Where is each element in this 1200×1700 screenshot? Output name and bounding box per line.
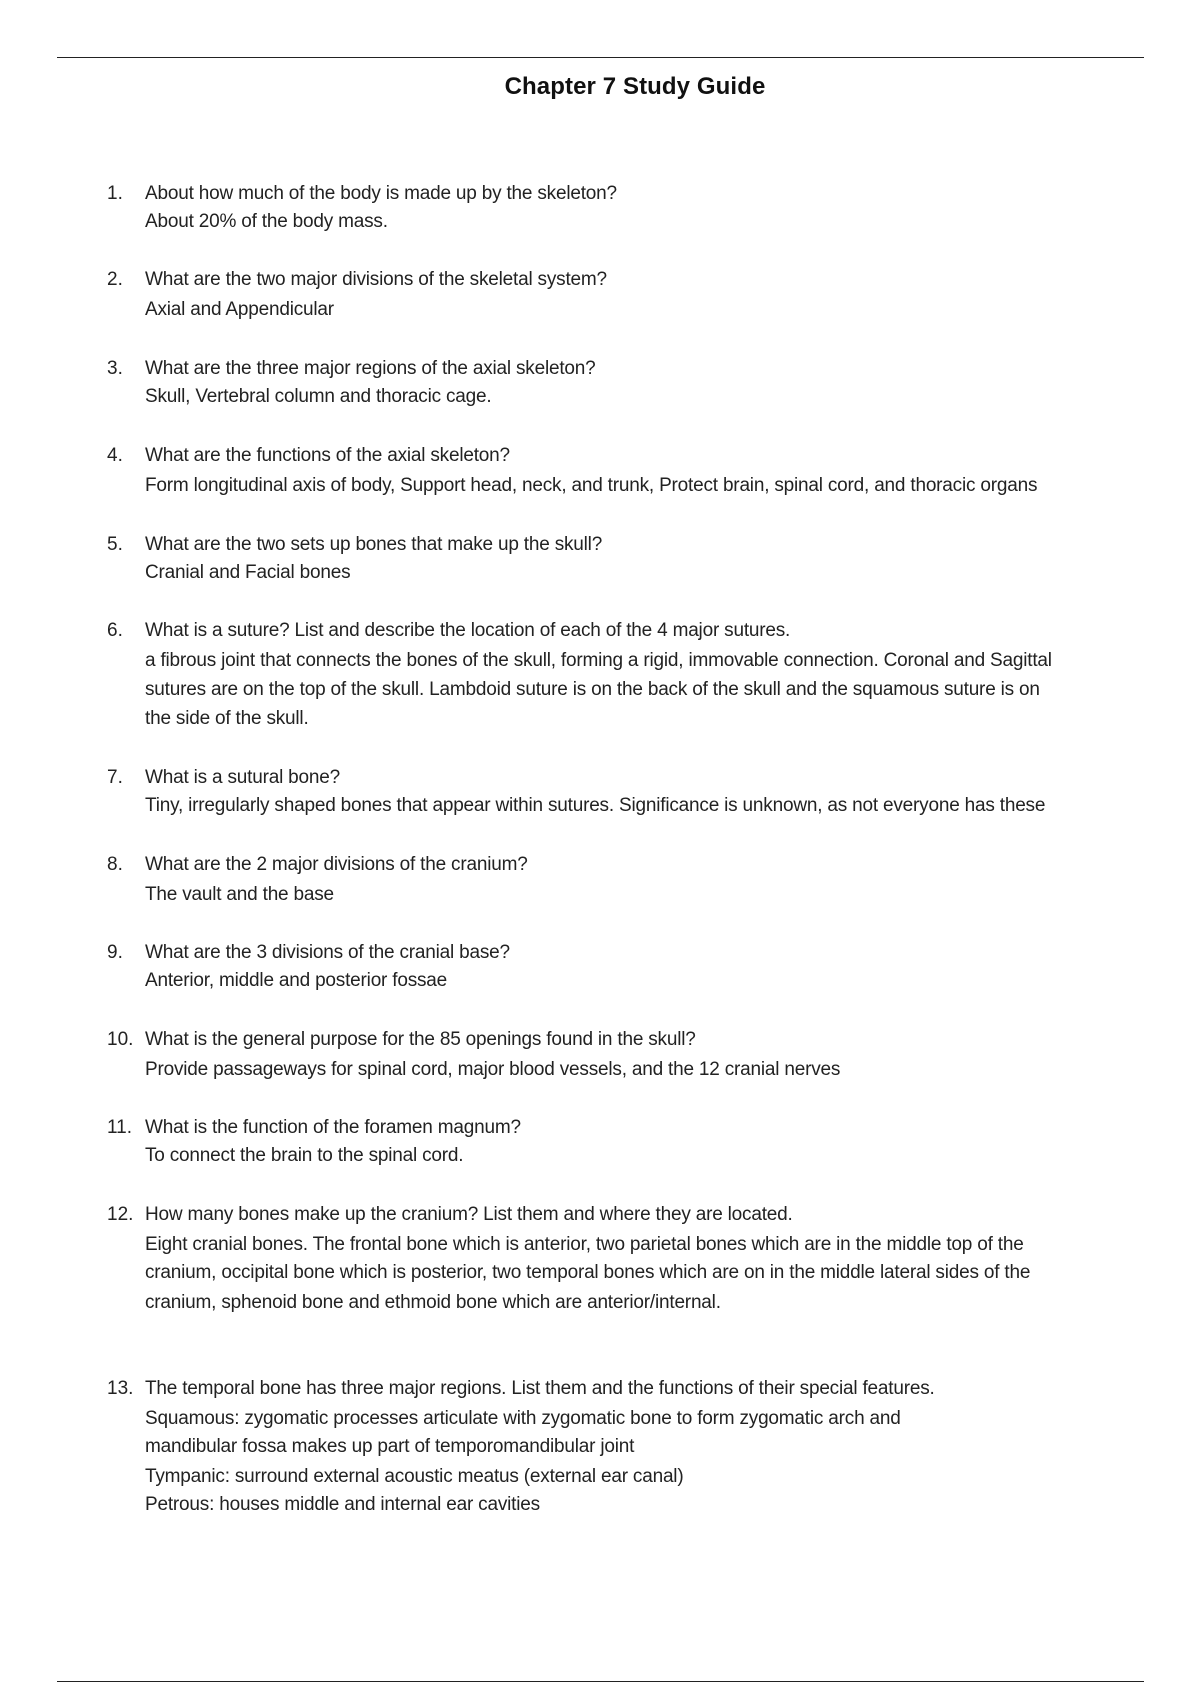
answer-line: Axial and Appendicular (145, 299, 334, 320)
question-text: How many bones make up the cranium? List them and where they are located. (145, 1204, 793, 1225)
answer-line: mandibular fossa makes up part of temporomandibular joint (145, 1436, 635, 1457)
question-number: 7. (107, 767, 123, 788)
page-title: Chapter 7 Study Guide (504, 73, 766, 100)
question-number: 3. (107, 358, 123, 379)
answer-line: Eight cranial bones. The frontal bone which is anterior, two parietal bones which are in the middle top of the (145, 1234, 1024, 1255)
question-number: 4. (107, 445, 123, 466)
answer-line: a fibrous joint that connects the bones of the skull, forming a rigid, immovable connection. Coronal and Sagittal (145, 650, 1052, 671)
question-number: 1. (107, 183, 123, 204)
answer-line: Form longitudinal axis of body, Support head, neck, and trunk, Protect brain, spinal cord, and thoracic organs (145, 475, 1038, 496)
question-text: What are the three major regions of the axial skeleton? (145, 358, 596, 379)
answer-line: Petrous: houses middle and internal ear cavities (145, 1494, 540, 1515)
answer-line: Anterior, middle and posterior fossae (145, 970, 448, 991)
answer-line: Cranial and Facial bones (145, 562, 351, 583)
answer-line: cranium, sphenoid bone and ethmoid bone which are anterior/internal. (145, 1292, 721, 1313)
question-text: The temporal bone has three major regions. List them and the functions of their special features. (145, 1378, 935, 1399)
question-number: 10. (107, 1029, 134, 1050)
bottom-rule (57, 1681, 1144, 1682)
question-text: What are the two sets up bones that make up the skull? (145, 534, 603, 555)
question-text: What is the function of the foramen magnum? (145, 1117, 521, 1138)
answer-line: Skull, Vertebral column and thoracic cage. (145, 386, 492, 407)
question-text: What is a sutural bone? (145, 767, 341, 788)
answer-line: cranium, occipital bone which is posterior, two temporal bones which are on in the middle lateral sides of the (145, 1262, 1031, 1283)
question-number: 2. (107, 269, 123, 290)
answer-line: About 20% of the body mass. (145, 211, 388, 232)
question-text: What is the general purpose for the 85 openings found in the skull? (145, 1029, 696, 1050)
answer-line: Tympanic: surround external acoustic meatus (external ear canal) (145, 1466, 684, 1487)
question-number: 8. (107, 854, 123, 875)
question-text: What are the 3 divisions of the cranial base? (145, 942, 510, 963)
question-text: What are the 2 major divisions of the cranium? (145, 854, 528, 875)
answer-line: Provide passageways for spinal cord, major blood vessels, and the 12 cranial nerves (145, 1059, 841, 1080)
question-text: What are the functions of the axial skeleton? (145, 445, 510, 466)
answer-line: The vault and the base (145, 884, 334, 905)
question-number: 6. (107, 620, 123, 641)
question-number: 11. (107, 1117, 133, 1138)
question-number: 13. (107, 1378, 134, 1399)
top-rule (57, 57, 1144, 58)
answer-line: Squamous: zygomatic processes articulate with zygomatic bone to form zygomatic arch and (145, 1408, 901, 1429)
question-text: What is a suture? List and describe the location of each of the 4 major sutures. (145, 620, 791, 641)
question-text: What are the two major divisions of the skeletal system? (145, 269, 607, 290)
question-number: 12. (107, 1204, 134, 1225)
answer-line: To connect the brain to the spinal cord. (145, 1145, 464, 1166)
answer-line: Tiny, irregularly shaped bones that appear within sutures. Significance is unknown, as not everyone has these (145, 795, 1046, 816)
question-text: About how much of the body is made up by the skeleton? (145, 183, 617, 204)
answer-line: sutures are on the top of the skull. Lambdoid suture is on the back of the skull and the squamous suture is on (145, 679, 1040, 700)
question-number: 5. (107, 534, 123, 555)
answer-line: the side of the skull. (145, 708, 309, 729)
question-number: 9. (107, 942, 123, 963)
